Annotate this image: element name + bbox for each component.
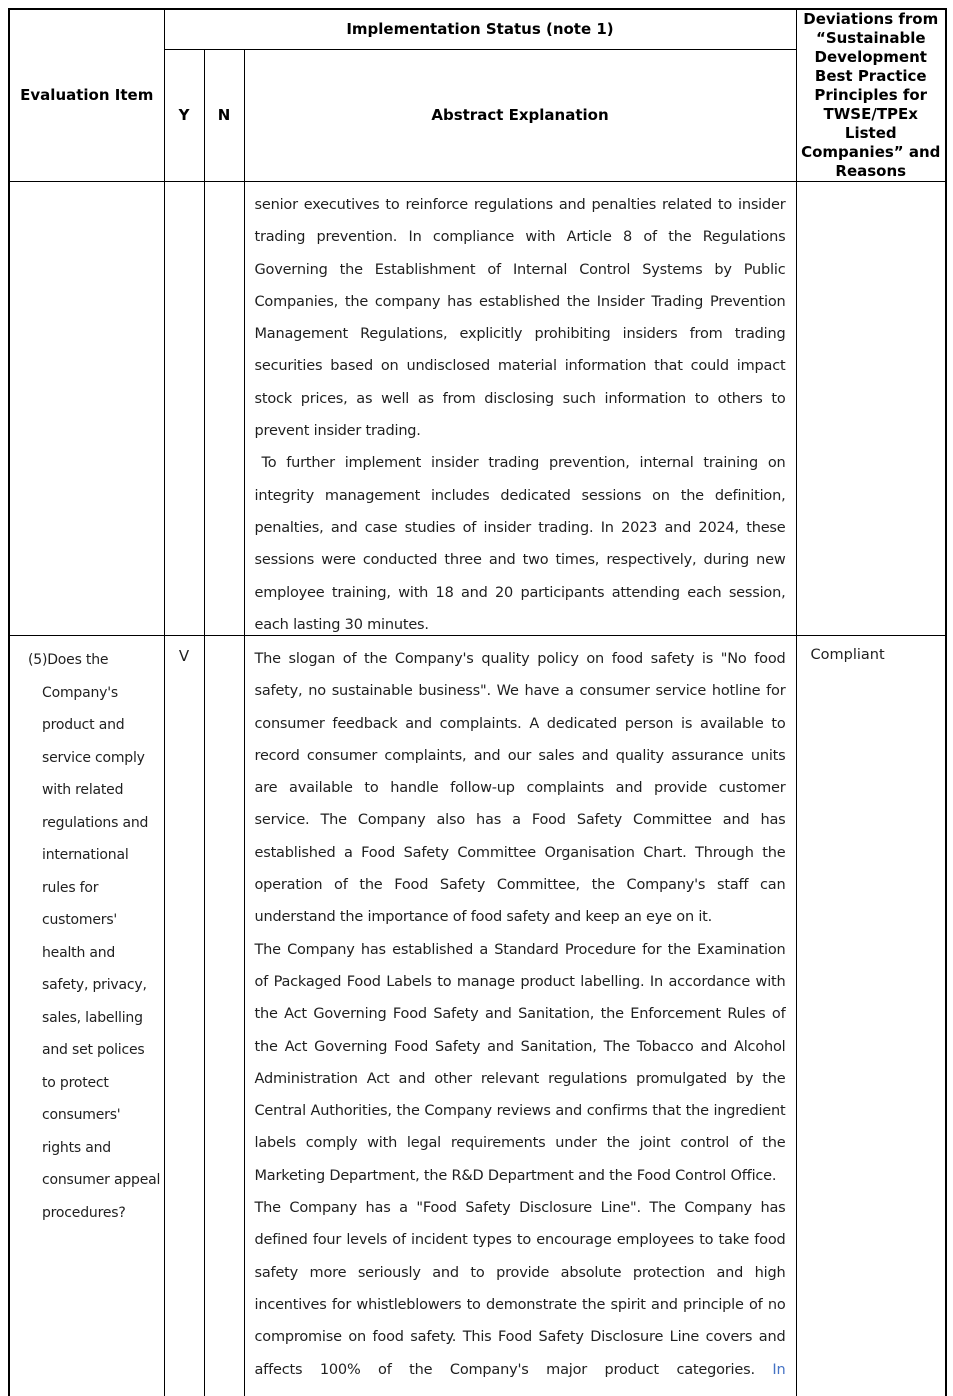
header-abstract-explanation: Abstract Explanation bbox=[244, 50, 796, 182]
y-mark-cell bbox=[164, 636, 204, 1396]
header-implementation-status: Implementation Status (note 1) bbox=[164, 9, 796, 50]
evaluation-item-cell bbox=[9, 636, 164, 1396]
header-deviations: Deviations from “Sustainable Development Best Practice Principles for TWSE/TPEx Listed Companies” and Reasons bbox=[796, 9, 946, 182]
table-row-continuation bbox=[9, 182, 946, 636]
y-mark-cell-empty bbox=[164, 182, 204, 636]
evaluation-table bbox=[8, 8, 947, 1396]
header-col-y: Y bbox=[164, 50, 204, 182]
abstract-paragraph bbox=[255, 1192, 786, 1386]
header-col-n: N bbox=[204, 50, 244, 182]
abstract-paragraph: The Company has established a Standard Procedure for the Examination of Packaged Food Labels to manage product labelling. In accordance with the Act Governing Food Safety and Sanitation, the Enforcement Rules of the Act Governing Food Safety and Sanitation, The Tobacco and Alcohol Administration Act and other relevant regulations promulgated by the Central Authorities, the Company reviews and confirms that the ingredient labels comply with legal requirements under the joint control of the Marketing Department, the R&D Department and the Food Control Office. bbox=[254, 941, 786, 1184]
deviation-cell-empty bbox=[796, 182, 946, 636]
n-mark-cell-empty bbox=[204, 182, 244, 636]
deviation-text: Compliant bbox=[810, 647, 885, 663]
abstract-paragraph: To further implement insider trading prevention, internal training on integrity management includes dedicated sessions on the definition, penalties, and case studies of insider trading. In 2023 and 2024, these sessions were conducted three and two times, respectively, during new employee training, with 18 and 20 participants attending each session, each lasting 30 minutes. bbox=[254, 455, 786, 633]
abstract-paragraph: senior executives to reinforce regulations and penalties related to insider trading prevention. In compliance with Article 8 of the Regulations Governing the Establishment of Internal Control Systems by Public Companies, the company has established the Insider Trading Prevention Management Regulations, explicitly prohibiting insiders from trading securities based on undisclosed material information that could impact stock prices, as well as from disclosing such information to others to prevent insider trading. bbox=[254, 197, 786, 440]
n-mark-cell-empty bbox=[204, 636, 244, 1396]
table-row-item-5 bbox=[9, 636, 946, 1396]
header-evaluation-item: Evaluation Item bbox=[9, 9, 164, 182]
abstract-paragraph: The slogan of the Company's quality policy on food safety is "No food safety, no sustainable business". We have a consumer service hotline for consumer feedback and complaints. A dedicated person is available to record consumer complaints, and our sales and quality assurance units are available to handle follow-up complaints and provide customer service. The Company also has a Food Safety Committee and has established a Food Safety Committee Organisation Chart. Through the operation of the Food Safety Committee, the Company's staff can understand the importance of food safety and keep an eye on it. bbox=[254, 651, 786, 926]
paragraph-text: The Company has a "Food Safety Disclosure Line". The Company has defined four levels of incident types to encourage employees to take food safety more seriously and to provide absolute protection and high incentives for whistleblowers to demonstrate the spirit and principle of no compromise on food safety. This Food Safety Disclosure Line covers and affects 100% of the Company's major product categories. bbox=[254, 1200, 786, 1378]
evaluation-item-text: (5)Does the Company's product and service comply with related regulations and international rules for customers' health and safety, privacy, sales, labelling and set polices to protect consumers' rights and consumer appeal procedures? bbox=[28, 652, 161, 1221]
abstract-explanation-cell bbox=[244, 636, 796, 1396]
deviation-cell bbox=[796, 636, 946, 1396]
evaluation-item-cell-empty bbox=[9, 182, 164, 636]
continued-word: In bbox=[772, 1361, 786, 1378]
abstract-explanation-cell bbox=[244, 182, 796, 636]
y-mark: V bbox=[178, 647, 190, 665]
